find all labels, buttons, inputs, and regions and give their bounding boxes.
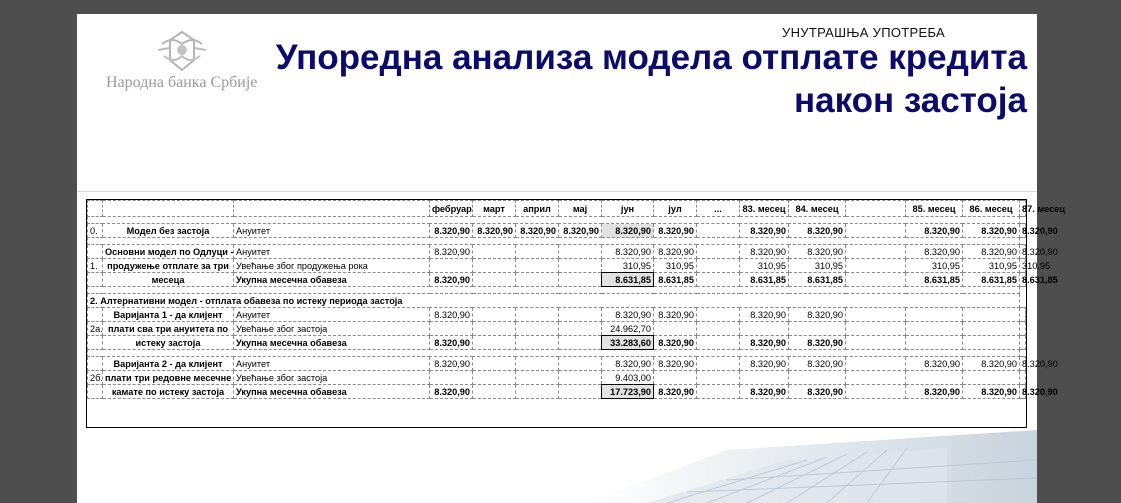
- title-line-1: Упоредна анализа модела отплате кредита: [275, 38, 1027, 77]
- slide: [77, 14, 1065, 503]
- header-row: [88, 201, 1026, 217]
- building-background-graphic: [527, 430, 1037, 503]
- highlighted-total: 17.723,90: [602, 385, 654, 399]
- table-row: 2б. плати три редовне месечне Увећање због застоја 9.403,00: [88, 371, 1026, 385]
- table-row: Варијанта 2 - да клијент Ануитет 8.320,90 8.320,90 8.320,90 8.320,90 8.320,90 8.320,90 8.320,90 8.320,90: [88, 357, 1026, 371]
- col-header: 86. месец: [963, 201, 1020, 217]
- logo-text: Народна банка Србије: [106, 74, 258, 91]
- col-header: 85. месец: [906, 201, 963, 217]
- col-header: јул: [654, 201, 697, 217]
- table-row: 1. продужење отплате за три Увећање због продужења рока 310,95 310,95 310,95 310,95 310,95 310,95 310,95: [88, 259, 1026, 273]
- table-row: 2а. плати сва три ануитета по Увећање због застоја 24.962,70: [88, 322, 1026, 336]
- col-header: 83. месец: [740, 201, 789, 217]
- table-row: 0. Модел без застоја Ануитет 8.320,90 8.320,90 8.320,90 8.320,90 8.320,90 8.320,90 8.320,90 8.320,90 8.320,90 8.320,90 8.320,90: [88, 224, 1026, 238]
- table-row: [88, 294, 1026, 308]
- col-header: април: [516, 201, 559, 217]
- table-row: камате по истеку застоја Укупна месечна обавеза 8.320,90 17.723,90 8.320,90 8.320,90 8.320,90 8.320,90 8.320,90 8.320,90: [88, 385, 1026, 399]
- table-row: Варијанта 1 - да клијент Ануитет 8.320,90 8.320,90 8.320,90 8.320,90 8.320,90: [88, 308, 1026, 322]
- comparison-table: [86, 199, 1065, 428]
- page-title: [167, 36, 1027, 122]
- col-header: 84. месец: [789, 201, 846, 217]
- title-line-2: након застоја: [793, 81, 1027, 120]
- section-heading: 2. Алтернативни модел - отплата обавеза по истеку периода застоја: [88, 294, 1020, 308]
- col-header: фебруар: [430, 201, 473, 217]
- col-header: 87. месец: [1020, 201, 1026, 217]
- col-header: мај: [559, 201, 602, 217]
- col-header: март: [473, 201, 516, 217]
- row-title: Модел без застоја: [103, 224, 234, 238]
- highlighted-total: 33.283,60: [602, 336, 654, 350]
- col-header: јун: [602, 201, 654, 217]
- highlighted-total: 8.631,85: [602, 273, 654, 287]
- table-row: Основни модел по Одлуци - Ануитет 8.320,90 8.320,90 8.320,90 8.320,90 8.320,90 8.320,90 8.320,90 8.320,90: [88, 245, 1026, 259]
- table-row: истеку застоја Укупна месечна обавеза 8.320,90 33.283,60 8.320,90 8.320,90 8.320,90: [88, 336, 1026, 350]
- divider: [77, 191, 1037, 192]
- col-header: ...: [697, 201, 740, 217]
- internal-use-label: УНУТРАШЊА УПОТРЕБА: [782, 25, 945, 40]
- table-row: месеца Укупна месечна обавеза 8.320,90 8.631,85 8.631,85 8.631,85 8.631,85 8.631,85 8.631,85 8.631,85: [88, 273, 1026, 287]
